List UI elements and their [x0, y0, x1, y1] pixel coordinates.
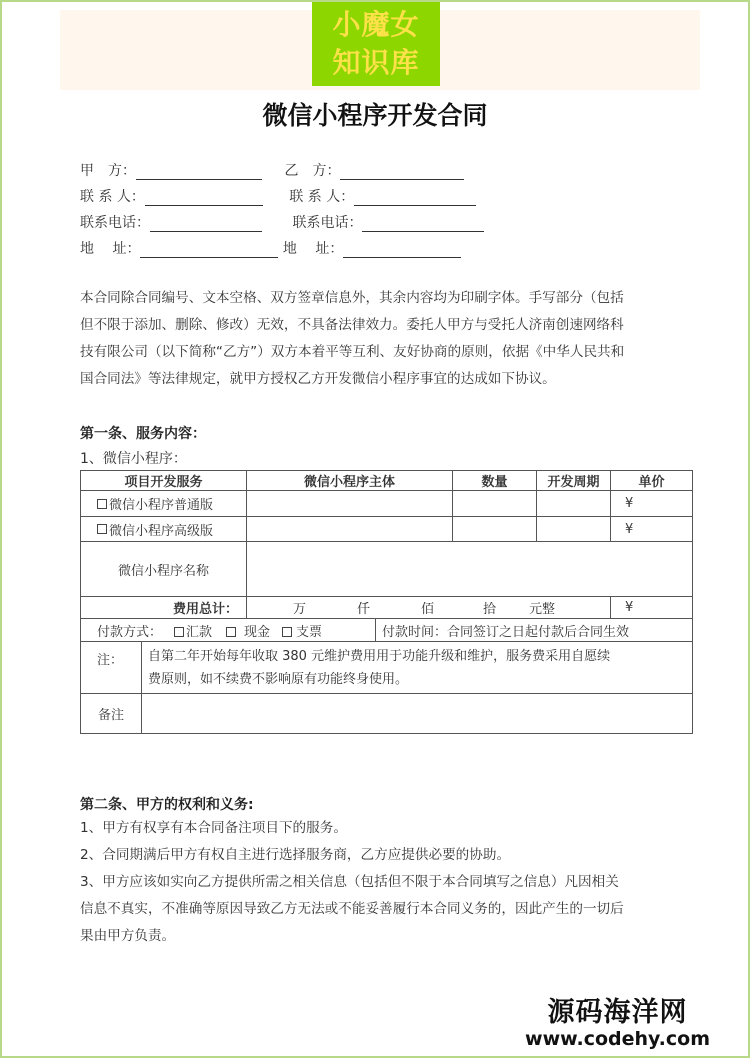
unit-wan: 万	[293, 602, 307, 617]
party-a-label: 甲 方：	[80, 163, 136, 179]
subject-cell[interactable]	[246, 490, 453, 517]
payment-option[interactable]	[174, 621, 212, 640]
remark-field[interactable]	[141, 693, 693, 734]
note-line: 自第二年开始每年收取 380 元维护费用用于功能升级和维护，服务费采用自愿续	[148, 648, 611, 664]
header-subject: 微信小程序主体	[246, 470, 453, 491]
payment-option-label: 汇款	[186, 624, 213, 640]
header-price: 单价	[610, 470, 693, 491]
intro-line: 国合同法》等法律规定，就甲方授权乙方开发微信小程序事宜的达成如下协议。	[80, 371, 556, 387]
phone-b-field[interactable]	[362, 218, 484, 232]
app-name-field[interactable]	[246, 541, 693, 597]
remark-label: 备注	[80, 693, 142, 734]
service-option-label: 微信小程序高级版	[109, 523, 214, 539]
clause-line: 果由甲方负责。	[80, 928, 176, 944]
logo-line-2: 知识库	[332, 46, 420, 79]
logo-line-1: 小魔女	[332, 8, 420, 41]
watermark-url: www.codehy.com	[525, 1028, 710, 1050]
logo	[312, 2, 440, 86]
note-line: 费原则，如不续费不影响原有功能终身使用。	[148, 671, 409, 687]
payment-option-label: 现金	[244, 624, 271, 640]
service-option-label: 微信小程序普通版	[109, 498, 214, 513]
checkbox[interactable]	[174, 627, 184, 637]
phone-a-field[interactable]	[150, 218, 262, 232]
payment-time: 付款时间：合同签订之日起付款后合同生效	[375, 618, 693, 642]
table-row-name	[80, 490, 247, 517]
contact-a-label: 联 系 人：	[80, 189, 145, 205]
total-label: 费用总计：	[80, 596, 247, 619]
clause-line: 2、合同期满后甲方有权自主进行选择服务商，乙方应提供必要的协助。	[80, 847, 511, 863]
intro-line: 但不限于添加、删除、修改）无效，不具备法律效力。委托人甲方与受托人济南创速网络科	[80, 317, 624, 333]
intro-line: 本合同除合同编号、文本空格、双方签章信息外，其余内容均为印刷字体。手写部分（包括	[80, 290, 624, 306]
address-a-label: 地 址：	[80, 241, 141, 257]
note-content	[141, 641, 693, 694]
checkbox[interactable]	[97, 499, 107, 509]
payment-method	[80, 618, 376, 642]
clause-line: 3、甲方应该如实向乙方提供所需之相关信息（包括但不限于本合同填写之信息）凡因相关	[80, 874, 619, 890]
contact-b-field[interactable]	[354, 192, 476, 206]
clause-line: 信息不真实，不准确等原因导致乙方无法或不能妥善履行本合同义务的，因此产生的一切后	[80, 901, 624, 917]
document-title: 微信小程序开发合同	[262, 101, 488, 130]
intro-paragraph	[80, 285, 680, 393]
payment-method-label: 付款方式：	[97, 624, 163, 640]
note-label: 注：	[80, 641, 142, 694]
unit-shi: 拾	[483, 602, 497, 617]
header-service: 项目开发服务	[80, 470, 247, 491]
table-row-name	[80, 516, 247, 542]
period-cell[interactable]	[536, 516, 611, 542]
party-a-field[interactable]	[136, 166, 262, 180]
payment-option-label: 支票	[296, 624, 323, 640]
app-name-label: 微信小程序名称	[80, 541, 247, 597]
unit-bai: 佰	[421, 602, 435, 617]
checkbox[interactable]	[97, 524, 107, 534]
unit-yuan: 元整	[529, 602, 556, 617]
total-price[interactable]: ¥	[610, 596, 693, 619]
address-a-field[interactable]	[140, 244, 278, 258]
price-cell[interactable]: ¥	[610, 490, 693, 517]
section-2-heading: 第二条、甲方的权利和义务:	[80, 797, 254, 813]
total-amount[interactable]	[246, 596, 611, 619]
party-row-1	[80, 160, 464, 180]
watermark-name: 源码海洋网	[547, 997, 688, 1028]
unit-qian: 仟	[357, 602, 371, 617]
contact-a-field[interactable]	[145, 192, 263, 206]
address-b-label: 地 址：	[282, 241, 344, 257]
address-b-field[interactable]	[343, 244, 461, 258]
section-2-body	[80, 815, 690, 950]
phone-b-label: 联系电话：	[292, 215, 363, 231]
checkbox[interactable]	[282, 627, 292, 637]
clause-line: 1、甲方有权享有本合同备注项目下的服务。	[80, 820, 347, 836]
watermark	[525, 998, 710, 1050]
party-row-3	[80, 212, 484, 232]
checkbox[interactable]	[226, 627, 236, 637]
quantity-cell[interactable]	[452, 490, 537, 517]
party-b-label: 乙 方：	[284, 163, 341, 179]
section-1-heading: 第一条、服务内容：	[80, 426, 206, 442]
quantity-cell[interactable]	[452, 516, 537, 542]
header-period: 开发周期	[536, 470, 611, 491]
contact-b-label: 联 系 人：	[289, 189, 355, 205]
price-cell[interactable]: ¥	[610, 516, 693, 542]
section-1-sub: 1、微信小程序：	[80, 451, 187, 467]
period-cell[interactable]	[536, 490, 611, 517]
party-row-4	[80, 238, 461, 258]
party-b-field[interactable]	[340, 166, 464, 180]
subject-cell[interactable]	[246, 516, 453, 542]
intro-line: 技有限公司（以下简称“乙方”）双方本着平等互利、友好协商的原则，依据《中华人民共和	[80, 344, 625, 360]
payment-option[interactable]	[282, 621, 322, 640]
phone-a-label: 联系电话：	[80, 215, 150, 231]
party-row-2	[80, 186, 476, 206]
payment-option[interactable]	[226, 621, 270, 640]
header-quantity: 数量	[452, 470, 537, 491]
